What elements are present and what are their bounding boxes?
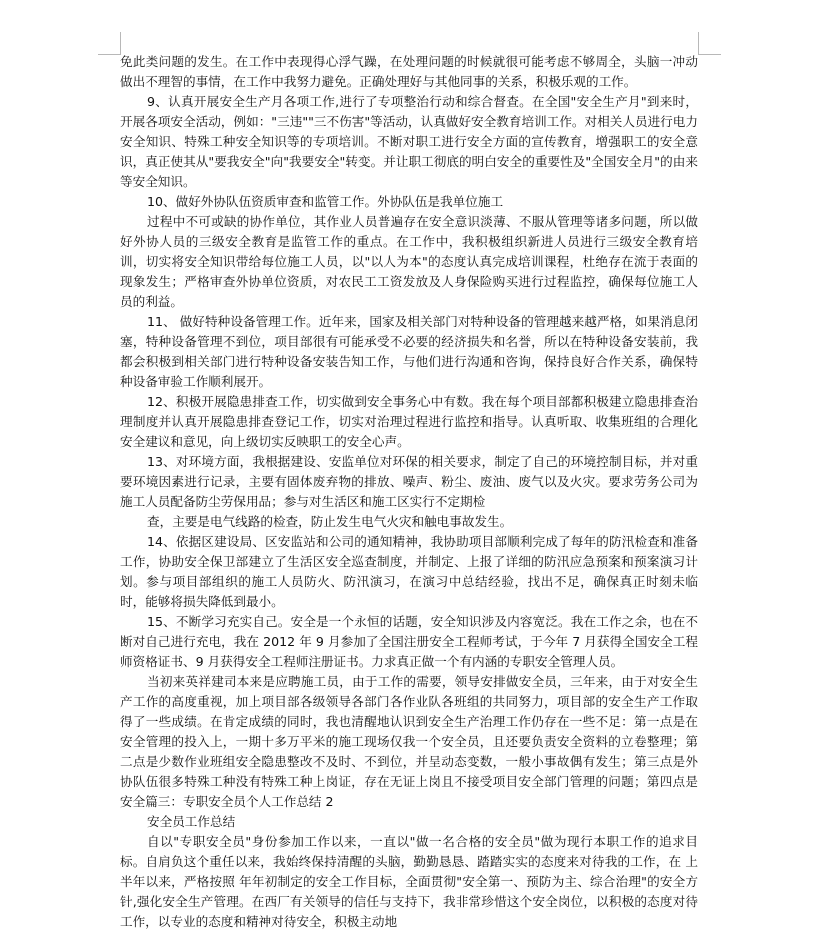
paragraph: 查，主要是电气线路的检查，防止发生电气火灾和触电事故发生。 [147, 514, 513, 529]
paragraph: 自以"专职安全员"身份参加工作以来，一直以"做一名合格的安全员"做为现行本职工作的追求目标。自肩负这个重任以来，我始终保持清醒的头脑，勤勤恳恳、踏踏实实的态度来对待我的工作，在 上半年以来，严格按照 年年初制定的安全工作目标，全面贯彻"安全第一、预防为主、综合治理"的安全方针,强化安全生产管理。在西厂有关领导的信任与支持下，我非常珍惜这个安全岗位，以积极的态度对待工作，以专业的态度和精神对待安全，积极主动地 [120, 834, 698, 929]
page-corner-mark-top-left [98, 32, 121, 55]
paragraph: 过程中不可或缺的协作单位，其作业人员普遍存在安全意识淡薄、不服从管理等诸多问题，所以做好外协人员的三级安全教育是监管工作的重点。在工作中，我积极组织新进人员进行三级安全教育培训，切实将安全知识带给每位施工人员，以"以人为本"的态度认真完成培训课程，杜绝存在流于表面的现象发生；严格审查外协单位资质，对农民工工资发放及人身保险购买进行过程监控，确保每位施工人员的利益。 [120, 214, 698, 309]
paragraph: 11、 做好特种设备管理工作。近年来，国家及相关部门对特种设备的管理越来越严格，如果消息闭塞，特种设备管理不到位，项目部很有可能承受不必要的经济损失和名誉，所以在特种设备安装前，我都会积极到相关部门进行特种设备安装告知工作，与他们进行沟通和咨询，保持良好合作关系，确保特种设备审验工作顺利展开。 [120, 314, 698, 389]
paragraph: 当初来英祥建司本来是应聘施工员，由于工作的需要，领导安排做安全员，三年来，由于对安全生产工作的高度重视，加上项目部各级领导各部门各作业队各班组的共同努力，项目部的安全生产工作取得了一些成绩。在肯定成绩的同时，我也清醒地认识到安全生产治理工作仍存在一些不足：第一点是在安全管理的投入上，一期十多万平米的施工现场仅我一个安全员，且还要负责安全资料的立卷整理；第二点是少数作业班组安全隐患整改不及时、不到位，并呈动态变数，一般小事故偶有发生；第三点是外协队伍很多特殊工种没有特殊工种上岗证，存在无证上岗且不接受项目安全部门管理的问题；第四点是安全篇三：专职安全员个人工作总结 2 [120, 674, 698, 809]
paragraph: 10、做好外协队伍资质审查和监管工作。外协队伍是我单位施工 [147, 194, 504, 209]
paragraph: 15、不断学习充实自己。安全是一个永恒的话题，安全知识涉及内容宽泛。我在工作之余，也在不断对自己进行充电，我在 2012 年 9 月参加了全国注册安全工程师考试，于今年 7 月获得全国安全工程师资格证书、9 月获得安全工程师注册证书。力求真正做一个有内涵的专职安全管理人员。 [120, 614, 698, 669]
paragraph: 14、依据区建设局、区安监站和公司的通知精神，我协助项目部顺利完成了每年的防汛检查和准备工作，协助安全保卫部建立了生活区安全巡查制度，并制定、上报了详细的防汛应急预案和预案演习计划。参与项目部组织的施工人员防火、防汛演习，在演习中总结经验，找出不足，确保真正时刻未临时，能够将损失降低到最小。 [120, 534, 698, 609]
section-heading: 安全员工作总结 [147, 814, 236, 829]
paragraph: 免此类问题的发生。在工作中表现得心浮气躁，在处理问题的时候就很可能考虑不够周全，头脑一冲动做出不理智的事情，在工作中我努力避免。正确处理好与其他同事的关系，积极乐观的工作。 [120, 54, 698, 89]
document-body [120, 52, 698, 932]
paragraph: 13、对环境方面，我根据建设、安监单位对环保的相关要求，制定了自己的环境控制目标，并对重要环境因素进行记录，主要有固体废弃物的排放、噪声、粉尘、废油、废气以及火灾。要求劳务公司为施工人员配备防尘劳保用品；参与对生活区和施工区实行不定期检 [120, 454, 698, 509]
paragraph: 12、积极开展隐患排查工作，切实做到安全事务心中有数。我在每个项目部都积极建立隐患排查治理制度并认真开展隐患排查登记工作，切实对治理过程进行监控和指导。认真听取、收集班组的合理化安全建议和意见，向上级切实反映职工的安全心声。 [120, 394, 698, 449]
paragraph: 9、认真开展安全生产月各项工作,进行了专项整治行动和综合督查。在全国"安全生产月"到来时，开展各项安全活动，例如："三违""三不伤害"等活动，认真做好安全教育培训工作。对相关人员进行电力安全知识、特殊工种安全知识等的专项培训。不断对职工进行安全方面的宣传教育，增强职工的安全意识，真正使其从"要我安全"向"我要安全"转变。并让职工彻底的明白安全的重要性及"全国安全月"的由来等安全知识。 [120, 94, 698, 189]
page-corner-mark-top-right [698, 32, 721, 55]
